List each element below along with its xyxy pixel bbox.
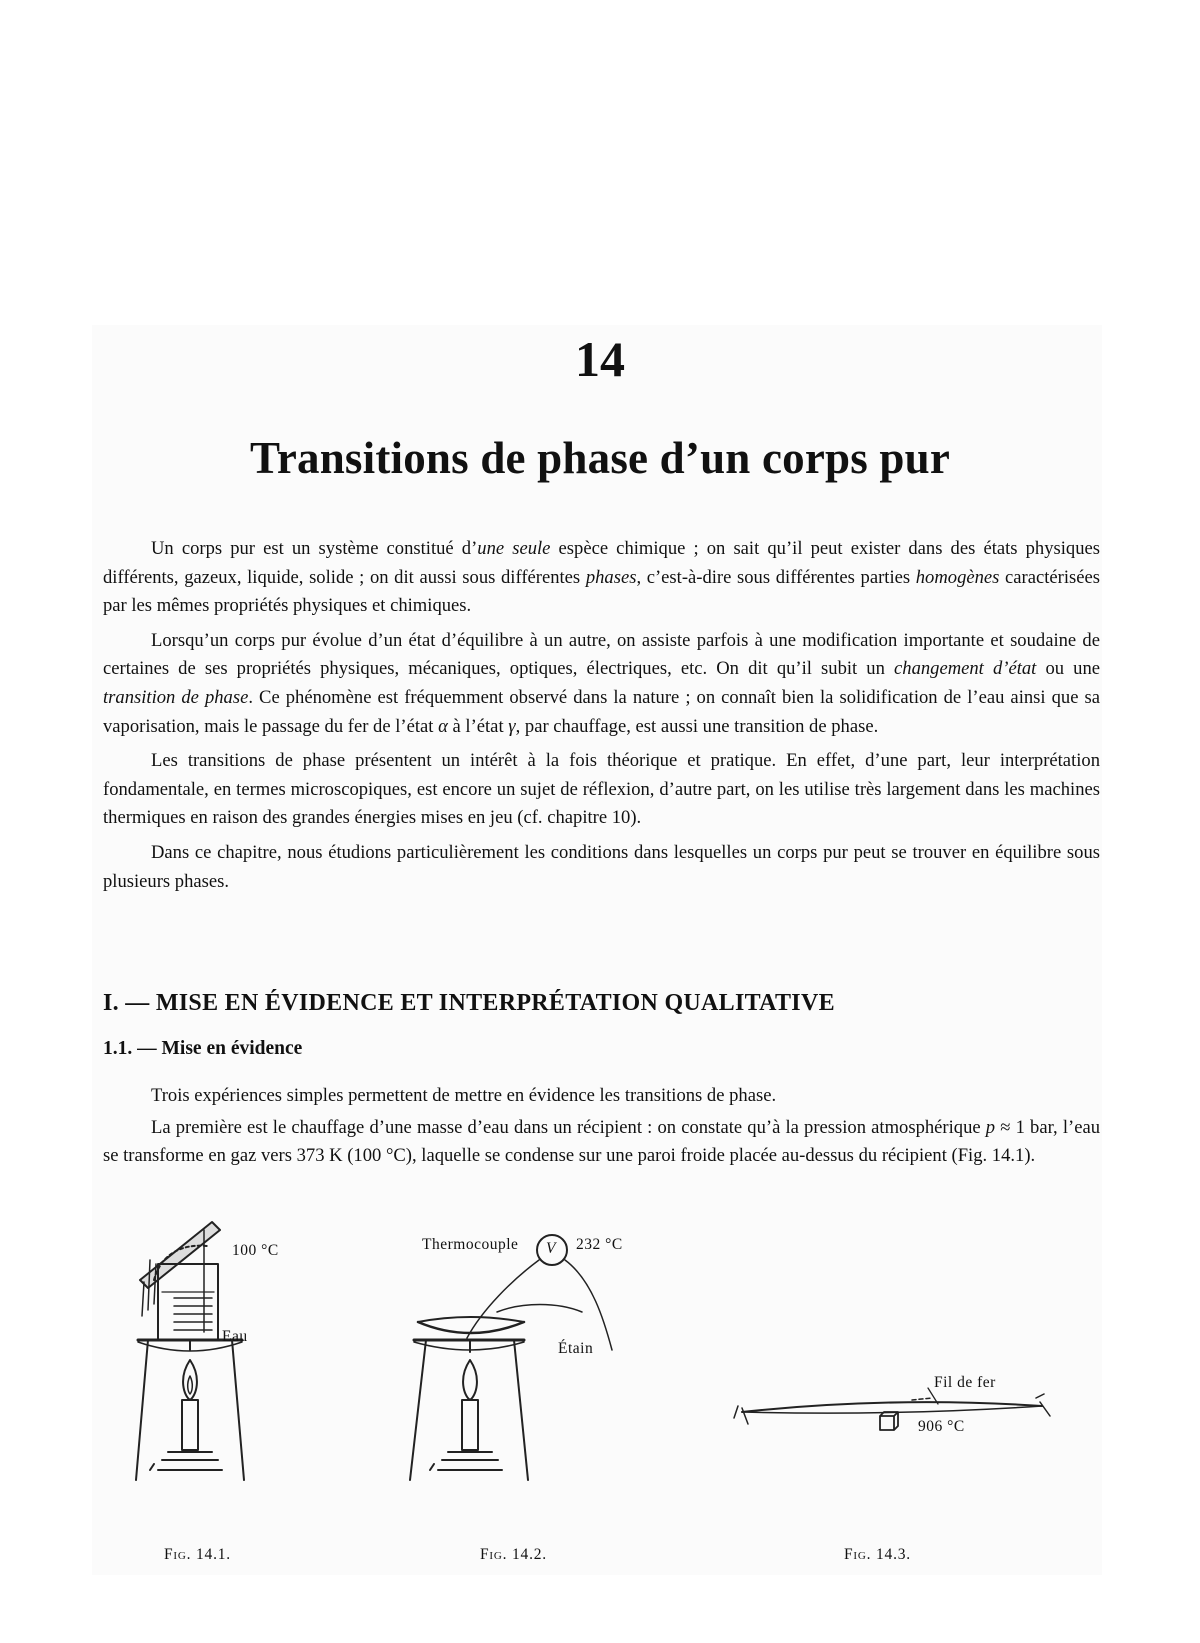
fig3-flame-source <box>880 1412 898 1430</box>
text-run: ou une <box>1036 658 1100 680</box>
text-run: ≈ 1 bar, l’eau se transforme en gaz vers 373 K (100 °C), laquelle se condense sur une paroi froide placée au-dessus du récipient (Fig. 14.1). <box>103 1116 1101 1167</box>
intro-paragraph-4: Dans ce chapitre, nous étudions particulièrement les conditions dans lesquelles un corps pur peut se trouver en équilibre sous plusieurs phases. <box>103 841 1100 892</box>
fig2-temp-label: 232 °C <box>576 1236 623 1253</box>
section-text <box>103 1082 1100 1171</box>
intro-paragraph-2 <box>103 627 1100 741</box>
fig2-flame <box>463 1360 477 1400</box>
intro-paragraph-3: Les transitions de phase présentent un intérêt à la fois théorique et pratique. En effet, d’une part, leur interprétation fondamentale, en termes microscopiques, est encore un sujet de réflexion, d’autre part, on les utilise très largement dans les machines thermiques en raison des grandes énergies mises en jeu (cf. chapitre 10). <box>103 750 1100 829</box>
fig3-drawing <box>734 1388 1050 1430</box>
text-run: Lorsqu’un corps pur évolue d’un état d’équilibre à un autre, on assiste parfois à une modification importante et soudaine de certaines de ses propriétés physiques, mécaniques, optiques, électriques, etc. On dit qu’il subit un <box>103 629 1100 680</box>
text-run: à l’état <box>447 715 509 737</box>
text-run: . Ce phénomène est fréquemment observé dans la nature ; on connaît bien la solidification de l’eau ainsi que sa vaporisation, mais le passage du fer de l’état <box>103 686 1100 737</box>
emphasis: homogènes <box>915 566 1000 588</box>
fig1-caption: Fig. 14.1. <box>164 1546 231 1563</box>
emphasis: transition de phase <box>103 686 249 708</box>
fig2-caption: Fig. 14.2. <box>480 1546 547 1563</box>
text-run: , par chauffage, est aussi une transition de phase. <box>515 715 879 737</box>
greek-symbol: γ <box>508 715 516 737</box>
fig2-wire-left <box>467 1260 539 1338</box>
variable-p: p <box>985 1116 996 1138</box>
fig3-caption: Fig. 14.3. <box>844 1546 911 1563</box>
text-run: La première est le chauffage d’une masse d’eau dans un récipient : on constate qu’à la pression atmosphérique <box>151 1116 986 1138</box>
fig1-water-label: Eau <box>222 1328 248 1345</box>
fig2-voltmeter-symbol: V <box>546 1240 556 1257</box>
fig1-drawing <box>136 1222 244 1480</box>
fig3-wire <box>742 1402 1042 1412</box>
section-paragraph-1: Trois expériences simples permettent de mettre en évidence les transitions de phase. <box>151 1085 777 1106</box>
chapter-number: 14 <box>575 331 625 387</box>
emphasis: changement d’état <box>894 658 1037 680</box>
fig3-wire-label: Fil de fer <box>934 1374 996 1391</box>
fig2-metal-label: Étain <box>558 1340 594 1357</box>
chapter-title: Transitions de phase d’un corps pur <box>249 433 951 483</box>
emphasis: une seule <box>477 538 551 559</box>
text-run: espèce chimique ; on sait qu’il peut exister dans des états physiques différents, gazeux, liquide, solide ; on dit aussi sous différentes <box>103 538 1100 588</box>
section-paragraph-2 <box>103 1114 1100 1171</box>
figures-area <box>92 1220 1102 1570</box>
fig1-temp-label: 100 °C <box>232 1242 279 1259</box>
greek-symbol: α <box>438 715 448 737</box>
intro-paragraph-1 <box>103 535 1100 621</box>
subsection-heading: 1.1. — Mise en évidence <box>103 1038 303 1059</box>
section-heading: I. — MISE EN ÉVIDENCE ET INTERPRÉTATION QUALITATIVE <box>103 990 835 1016</box>
fig2-thermocouple-label: Thermocouple <box>422 1236 519 1253</box>
text-run: caractérisées par les mêmes propriétés physiques et chimiques. <box>103 566 1101 617</box>
fig1-cold-plate <box>140 1222 220 1288</box>
text-run: Un corps pur est un système constitué d’ <box>151 538 478 559</box>
fig3-temp-label: 906 °C <box>918 1418 965 1435</box>
text-run: , c’est-à-dire sous différentes parties <box>636 566 916 588</box>
intro-text <box>103 535 1100 896</box>
emphasis: phases <box>585 566 637 588</box>
figures-drawing <box>92 1220 1102 1570</box>
fig2-wire-right <box>565 1260 612 1350</box>
fig1-beaker <box>158 1264 218 1340</box>
